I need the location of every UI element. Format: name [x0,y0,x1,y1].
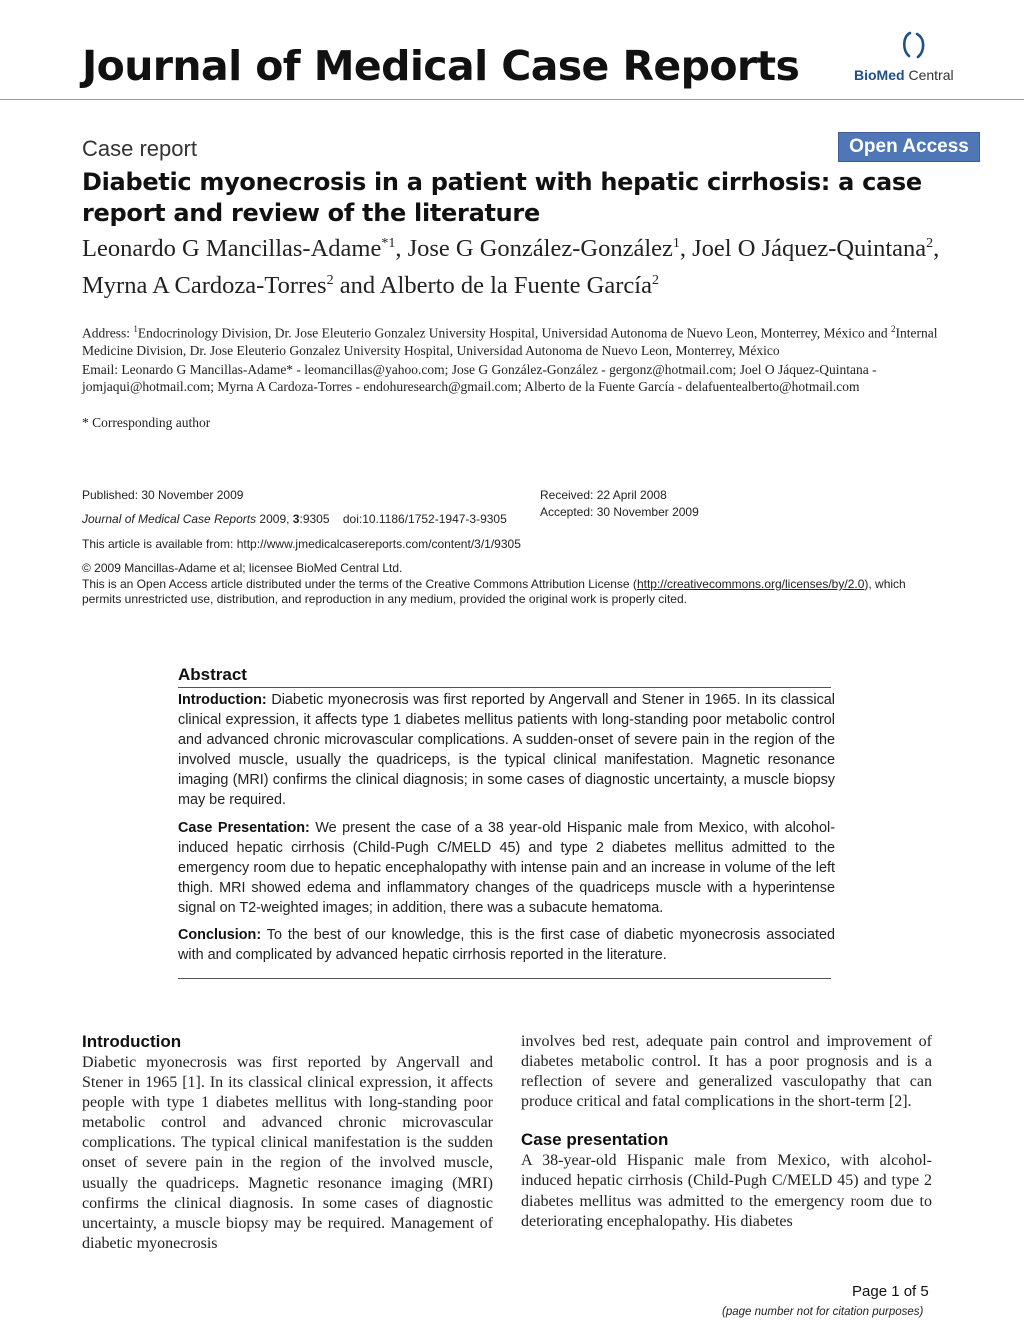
publisher-name [854,67,954,83]
author-affiliation: 1 [672,236,680,251]
citation [82,512,507,527]
body-column-left [82,1032,493,1254]
publisher-logo [852,30,972,88]
license-text: This is an Open Access article distributed under the terms of the Creative Commons Attribution License ( [82,577,637,591]
abstract-divider-top [178,687,831,688]
license-text-end: ), which permits unrestricted use, distribution, and reproduction in any medium, provided the original work is properly cited. [82,577,906,606]
author-name: Joel O Jáquez-Quintana [692,235,927,263]
abstract-conclusion-label: Conclusion: [178,927,262,944]
author-affiliation: 2 [326,273,334,289]
article-title: Diabetic myonecrosis in a patient with hepatic cirrhosis: a case report and review of the literature [82,168,922,227]
copyright: © 2009 Mancillas-Adame et al; licensee BioMed Central Ltd. [82,561,403,575]
citation-journal: Journal of Medical Case Reports [82,512,257,526]
abstract-conclusion-text: To the best of our knowledge, this is the first case of diabetic myonecrosis associated with and complicated by advanced hepatic cirrhosis reported in the literature. [178,927,835,964]
corresponding-author-note: * Corresponding author [82,415,211,430]
journal-title: Journal of Medical Case Reports [82,42,800,90]
publisher-name-biomed: BioMed [854,67,905,83]
author-separator: and [333,272,380,300]
affiliation-and: and [868,325,888,341]
abstract-conclusion [178,925,835,965]
author-affiliation: 2 [926,236,934,251]
affiliations [82,321,942,359]
address-label: Address: [82,325,130,341]
received-date: Received: 22 April 2008 [540,488,667,502]
author-name: Alberto de la Fuente García [379,272,652,300]
affiliation-marker: 2 [890,324,896,334]
case-presentation-paragraph: A 38-year-old Hispanic male from Mexico, with alcohol-induced hepatic cirrhosis (Child-Pugh C/MELD 45) and type 2 diabetes mellitus was admitted to the emergency room due to deteriorating encephalopathy. His diabetes [521,1152,932,1230]
abstract-divider-bottom [178,978,831,979]
section-heading-case-presentation: Case presentation [521,1130,669,1150]
article-type: Case report [82,136,197,161]
affiliation-1: Endocrinology Division, Dr. Jose Eleuterio Gonzalez University Hospital, Universidad Autonoma de Nuevo Leon, Monterrey, México [137,325,865,341]
abstract-heading: Abstract [178,665,247,684]
author-name: Myrna A Cardoza-Torres [82,272,327,300]
doi: doi:10.1186/1752-1947-3-9305 [342,512,507,526]
author-affiliation: *1 [381,236,396,251]
abstract-case-label: Case Presentation: [178,819,310,836]
introduction-paragraph-continued: involves bed rest, adequate pain control and improvement of diabetes metabolic control. It has a poor prognosis and is a reflection of severe and generalized vasculopathy that can produce critical and fatal complications in the short-term [2]. [521,1033,932,1111]
abstract-case-text: We present the case of a 38 year-old Hispanic male from Mexico, with alcohol-induced hepatic cirrhosis (Child-Pugh C/MELD 45) and type 2 diabetes mellitus admitted to the emergency room due to hepatic encephalopathy with intense pain and an increase in volume of the left thigh. MRI showed edema and inflammatory changes of the quadriceps muscle with a hyperintense signal on T2-weighted images; in addition, there was a subacute hematoma. [178,819,836,916]
author-list [82,228,942,302]
accepted-date: Accepted: 30 November 2009 [540,505,699,519]
open-access-badge: Open Access [838,132,980,162]
section-heading-introduction: Introduction [82,1032,182,1051]
abstract-introduction-label: Introduction: [178,692,267,708]
author-separator: , [679,235,693,263]
license-statement [82,577,942,607]
author-separator: , [933,235,940,263]
citation-article: :9305 [299,512,330,526]
page-number-note: (page number not for citation purposes) [722,1306,924,1318]
affiliation-marker: 1 [133,324,138,334]
citation-volume: 3 [292,512,300,526]
affiliation-2: Internal Medicine Division, Dr. Jose Eleuterio Gonzalez University Hospital, Universidad Autonoma de Nuevo Leon, Monterrey, México [82,325,938,358]
abstract-case-presentation [178,818,835,918]
biomed-central-logo-icon [900,30,928,60]
article-url: This article is available from: http://www.jmedicalcasereports.com/content/3/1/9305 [82,537,521,551]
page-number: Page 1 of 5 [852,1283,929,1300]
abstract-body [178,690,835,972]
author-emails: Email: Leonardo G Mancillas-Adame* - leomancillas@yahoo.com; Jose G González-González - gergonz@hotmail.com; Joel O Jáquez-Quintana - jomjaqui@hotmail.com; Myrna A Cardoza-Torres - endohuresearch@gmail.com; Alberto de la Fuente García - delafuentealberto@hotmail.com [82,362,877,394]
author-name: Leonardo G Mancillas-Adame [82,235,382,263]
author-affiliation: 2 [651,273,659,289]
license-link[interactable]: http://creativecommons.org/licenses/by/2.0 [636,577,865,591]
citation-year: 2009, [256,512,293,526]
introduction-paragraph: Diabetic myonecrosis was first reported by Angervall and Stener in 1965 [1]. In its classical clinical expression, it affects people with type 1 diabetes mellitus with long-standing poor metabolic control and advanced chronic microvascular complications. The typical clinical manifestation is the sudden onset of severe pain in the region of the involved muscle, usually the quadriceps. Magnetic resonance imaging (MRI) confirms the clinical diagnosis. In some cases of diagnostic uncertainty, a muscle biopsy may be required. Management of diabetic myonecrosis [82,1054,493,1252]
author-separator: , [395,235,408,263]
header-divider [0,99,1024,100]
body-column-right [521,1032,932,1232]
published-date: Published: 30 November 2009 [82,488,244,502]
abstract-introduction-text: Diabetic myonecrosis was first reported by Angervall and Stener in 1965. In its classical clinical expression, it affects type 1 diabetes mellitus patients with long-standing poor metabolic control and advanced chronic microvascular complications. A sudden-onset of severe pain in the region of the involved muscle, usually the quadriceps, is the typical clinical manifestation. Magnetic resonance imaging (MRI) confirms the clinical diagnosis; in some cases of diagnostic uncertainty, a muscle biopsy may be required. [178,692,836,809]
abstract-introduction [178,690,835,811]
author-name: Jose G González-González [407,235,673,263]
publisher-name-central: Central [908,67,954,83]
